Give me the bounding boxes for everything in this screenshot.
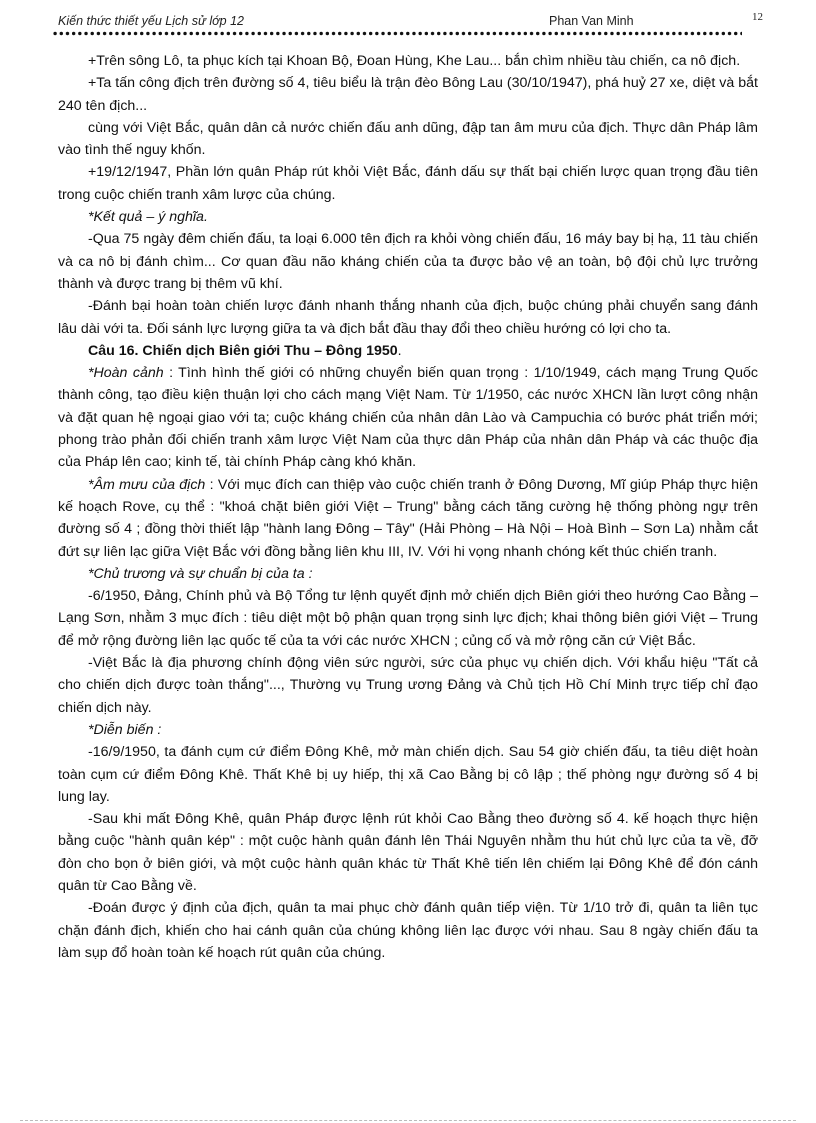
paragraph: -6/1950, Đảng, Chính phủ và Bộ Tổng tư lệnh quyết định mở chiến dịch Biên giới theo hướng Cao Bằng – Lạng Sơn, nhằm 3 mục đích : tiêu diệt một bộ phận quan trọng sinh lực địch; khai thông biên giới Việt – Trung để mở rộng đường liên lạc quốc tế của ta với các nước XHCN ; củng cố và mở rộng căn cứ Việt Bắc. [58,588,758,649]
paragraph: -Đánh bại hoàn toàn chiến lược đánh nhanh thắng nhanh của địch, buộc chúng phải chuyển sang đánh lâu dài với ta. Đối sánh lực lượng giữa ta và địch bắt đầu thay đổi theo chiều hướng có lợi cho ta. [58,298,758,337]
paragraph: -16/9/1950, ta đánh cụm cứ điểm Đông Khê, mở màn chiến dịch. Sau 54 giờ chiến đấu, ta tiêu diệt hoàn toàn cụm cứ điểm Đông Khê. Thất Khê bị uy hiếp, thị xã Cao Bằng bị cô lập ; thế phòng ngự đường số 4 bị lung lay. [58,744,758,805]
header-dotted-divider [52,31,742,36]
header-title: Kiến thức thiết yếu Lịch sử lớp 12 [58,14,244,28]
paragraph: +Ta tấn công địch trên đường số 4, tiêu biểu là trận đèo Bông Lau (30/10/1947), phá huỷ 27 xe, diệt và bắt 240 tên địch... [58,75,758,114]
section-heading-text: Câu 16. Chiến dịch Biên giới Thu – Đông 1950 [88,342,398,359]
subheading-developments: *Diễn biến : [88,721,162,738]
paragraph [58,362,758,473]
page-number: 12 [752,11,763,23]
paragraph: -Đoán được ý định của địch, quân ta mai phục chờ đánh quân tiếp viện. Từ 1/10 trở đi, quân ta liên tục chặn đánh địch, khiến cho hai cánh quân của chúng không liên lạc được với nhau. Sau 8 ngày chiến đấu ta làm sụp đổ hoàn toàn kế hoạch rút quân của chúng. [58,900,758,961]
paragraph: +Trên sông Lô, ta phục kích tại Khoan Bộ, Đoan Hùng, Khe Lau... bắn chìm nhiều tàu chiến, ca nô địch. [88,53,741,69]
subheading-preparation: *Chủ trương và sự chuẩn bị của ta : [88,565,313,582]
paragraph: -Việt Bắc là địa phương chính động viên sức người, sức của phục vụ chiến dịch. Với khẩu hiệu "Tất cả cho chiến dịch được toàn thắng"..., Thường vụ Trung ương Đảng và Chủ tịch Hồ Chí Minh trực tiếp chỉ đạo chiến dịch này. [58,655,758,716]
section-heading [58,340,758,362]
subheading-result: *Kết quả – ý nghĩa. [88,209,208,226]
section-heading-period: . [397,342,402,359]
page-bottom-edge [20,1120,796,1121]
page-header [52,11,764,32]
paragraph-text: : Tình hình thế giới có những chuyển biến quan trọng : 1/10/1949, cách mạng Trung Quốc thành công, tạo điều kiện thuận lợi cho cách mạng Việt Nam. Từ 1/1950, các nước XHCN lần lượt công nhận và đặt quan hệ ngoại giao với ta; cuộc kháng chiến của nhân dân Lào và Campuchia có bước phát triển mới; phong trào phản đối chiến tranh xâm lược Việt Nam của thực dân Pháp của nhân dân Pháp và các thuộc địa của Pháp lên cao; kinh tế, tài chính Pháp càng khó khăn. [58,365,758,471]
label-context: *Hoàn cảnh [88,365,164,382]
paragraph: -Qua 75 ngày đêm chiến đấu, ta loại 6.000 tên địch ra khỏi vòng chiến đấu, 16 máy bay bị hạ, 11 tàu chiến và ca nô bị đánh chìm... Cơ quan đầu não kháng chiến của ta được bảo vệ an toàn, bộ đội chủ lực trưởng thành và được trang bị thêm vũ khí. [58,231,758,292]
paragraph: cùng với Việt Bắc, quân dân cả nước chiến đấu anh dũng, đập tan âm mưu của địch. Thực dân Pháp lâm vào tình thế nguy khốn. [58,119,758,159]
paragraph: -Sau khi mất Đông Khê, quân Pháp được lệnh rút khỏi Cao Bằng theo đường số 4. kế hoạch thực hiện bằng cuộc "hành quân kép" : một cuộc hành quân đánh lên Thái Nguyên nhằm thu hút chủ lực của ta về, đỡ đòn cho bọn ở biên giới, và một cuộc hành quân khác từ Thất Khê tiến lên chiếm lại Đông Khê để đón cánh quân từ Cao Bằng về. [58,811,758,894]
paragraph: +19/12/1947, Phần lớn quân Pháp rút khỏi Việt Bắc, đánh dấu sự thất bại chiến lược quan trọng đầu tiên trong cuộc chiến tranh xâm lược của chúng. [58,164,758,203]
label-enemy-plan: *Âm mưu của địch [88,476,206,493]
header-author: Phan Van Minh [549,14,634,28]
paragraph [58,474,758,563]
document-body [58,50,758,964]
paragraph-text: : Với mục đích can thiệp vào cuộc chiến tranh ở Đông Dương, Mĩ giúp Pháp thực hiện kế hoạch Rove, cụ thể : "khoá chặt biên giới Việt – Trung" bằng cách tăng cường hệ thống phòng ngự trên đường số 4 ; đồng thời thiết lập "hành lang Đông – Tây" (Hải Phòng – Hà Nội – Hoà Bình – Sơn La) nhằm cắt đứt sự liên lạc giữa Việt Bắc với đồng bằng liên khu III, IV. Với hi vọng nhanh chóng kết thúc chiến tranh. [58,476,758,560]
